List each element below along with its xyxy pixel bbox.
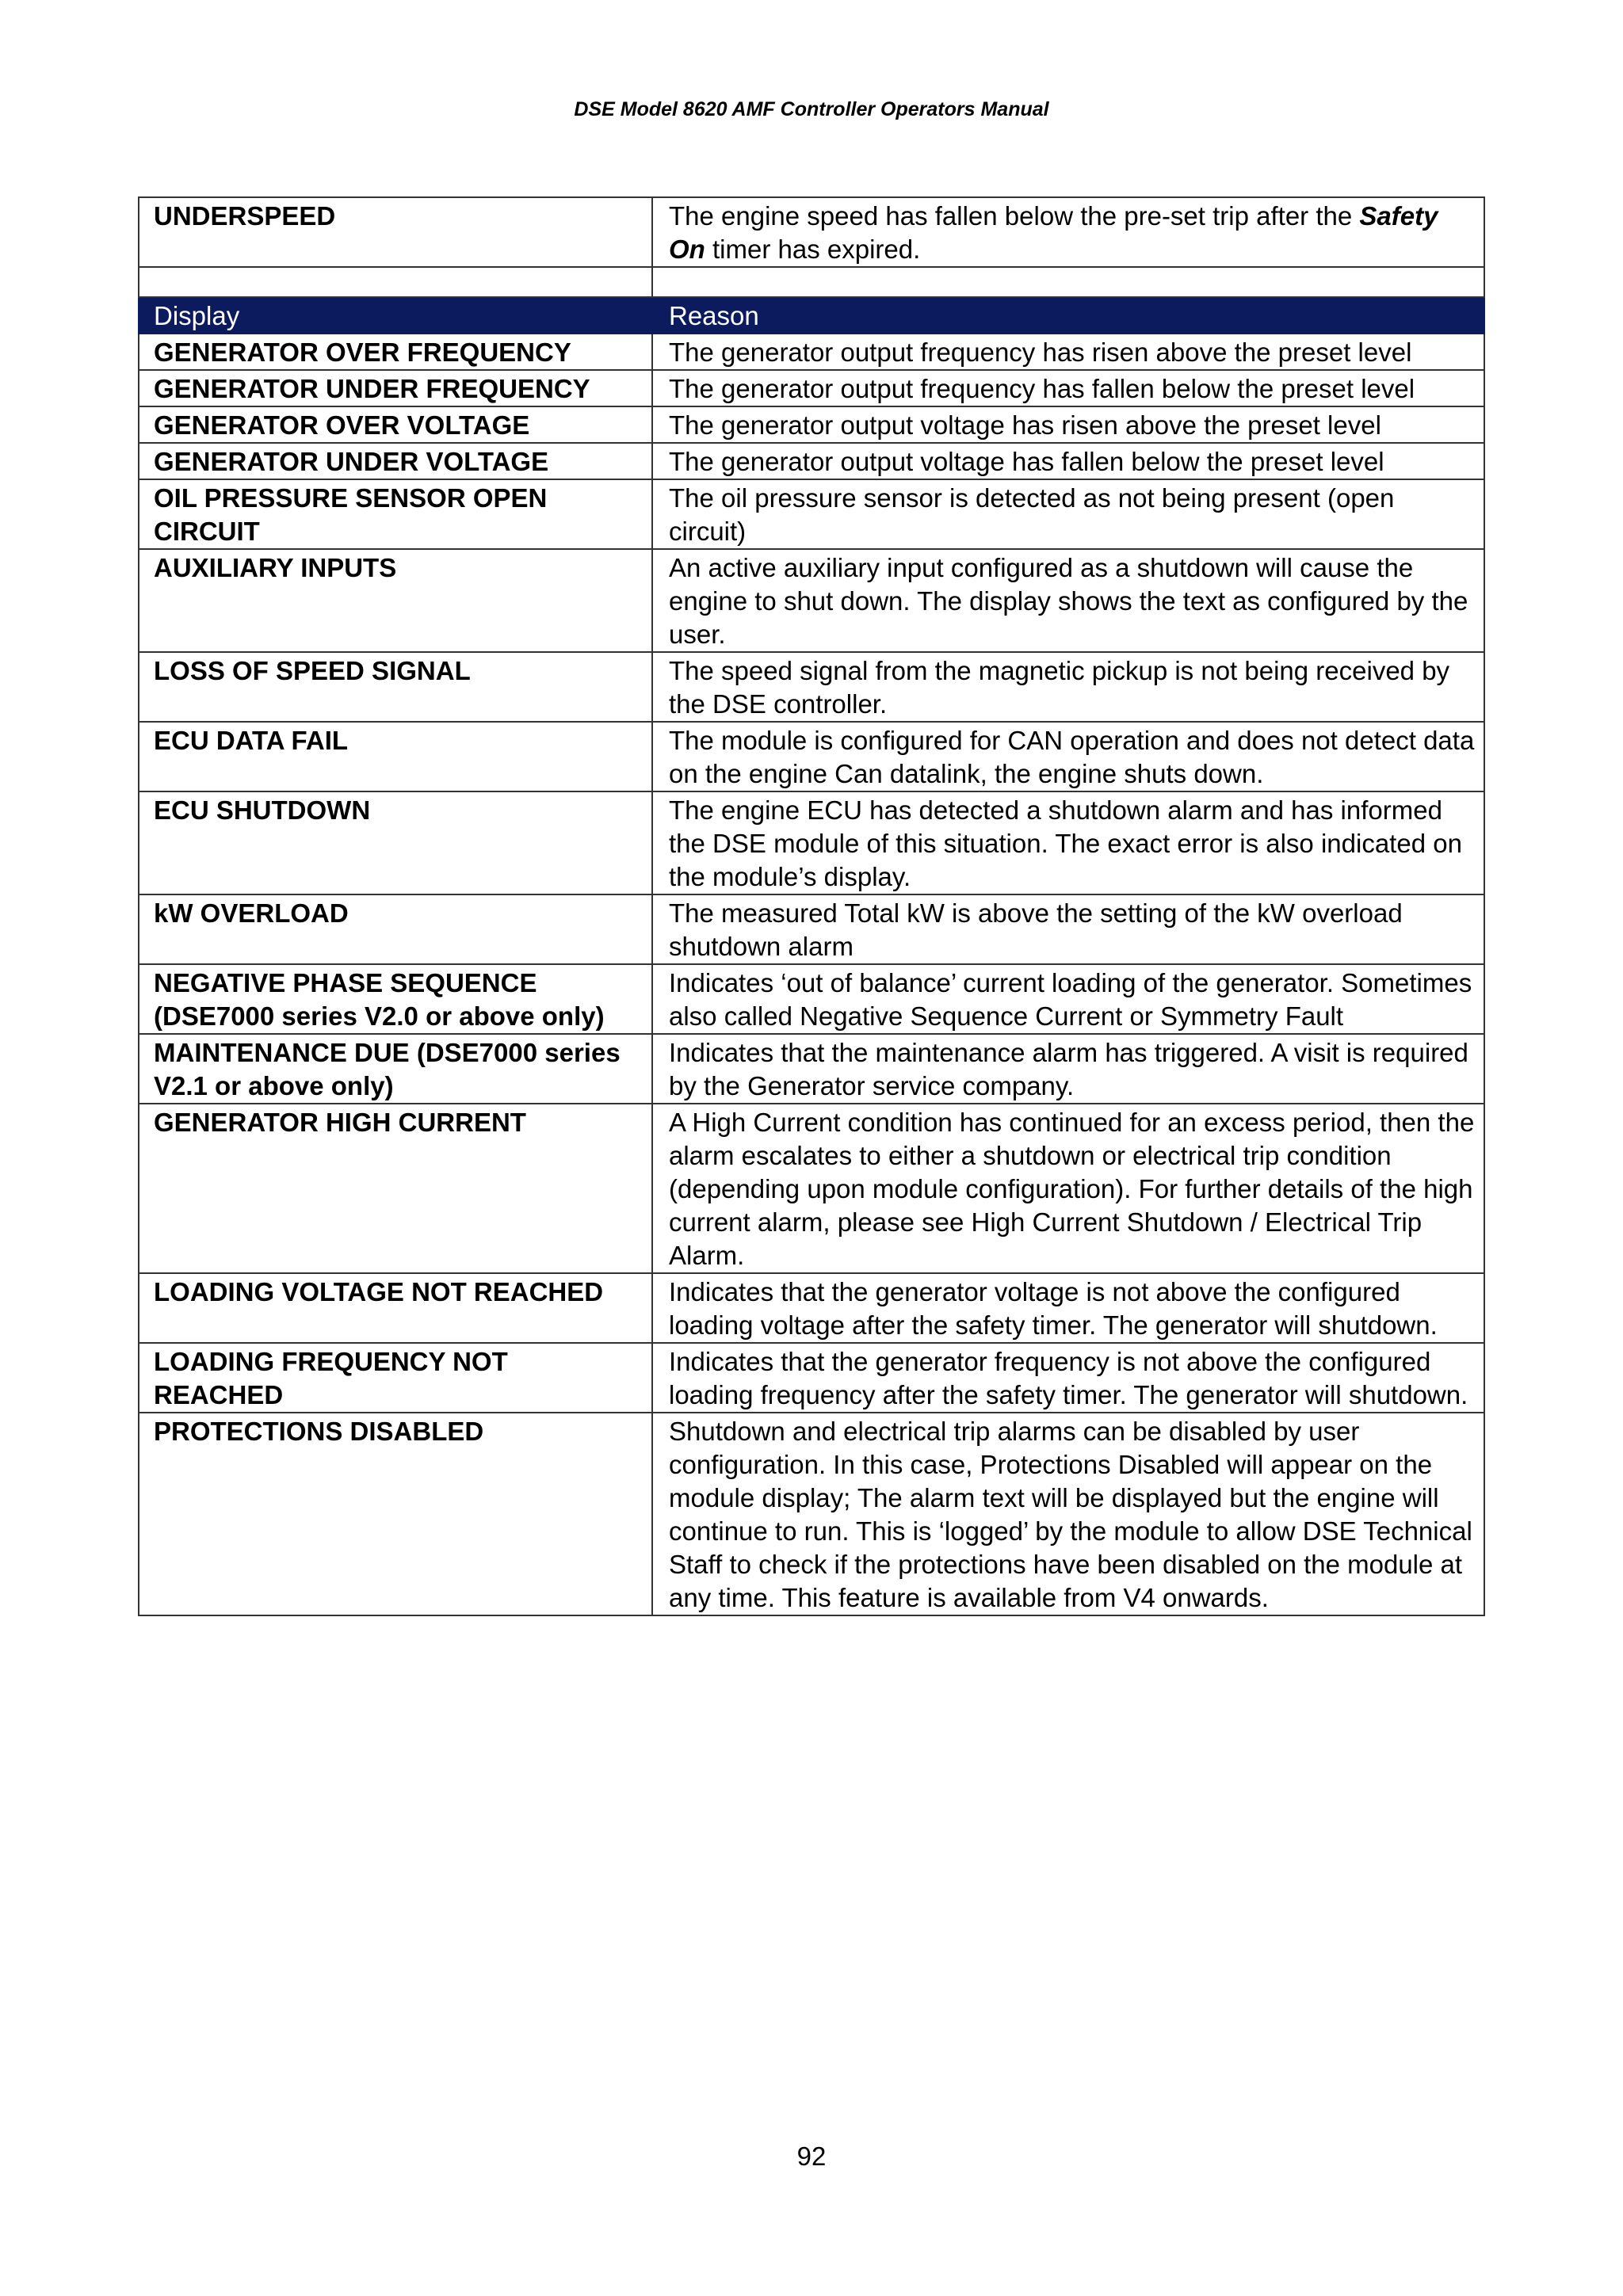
table-row xyxy=(139,1034,1484,1104)
table-row xyxy=(139,370,1484,406)
display-cell: kW OVERLOAD xyxy=(139,894,652,964)
display-cell: AUXILIARY INPUTS xyxy=(139,549,652,652)
reason-cell: Indicates ‘out of balance’ current loading of the generator. Sometimes also called Negative Sequence Current or Symmetry Fault xyxy=(652,964,1484,1034)
table-row xyxy=(139,1413,1484,1615)
page-number: 92 xyxy=(796,2142,827,2171)
display-cell: GENERATOR HIGH CURRENT xyxy=(139,1104,652,1273)
table-row xyxy=(139,894,1484,964)
display-cell: GENERATOR UNDER FREQUENCY xyxy=(139,370,652,406)
table-row xyxy=(139,334,1484,370)
table-row xyxy=(139,722,1484,791)
table-spacer-row xyxy=(139,267,1484,297)
reason-text: timer has expired. xyxy=(705,235,921,264)
reason-cell: The measured Total kW is above the setting of the kW overload shutdown alarm xyxy=(652,894,1484,964)
table-row xyxy=(139,479,1484,549)
reason-cell xyxy=(652,197,1484,267)
reason-cell: The generator output voltage has fallen below the preset level xyxy=(652,443,1484,479)
table-row xyxy=(139,791,1484,894)
reason-cell: Indicates that the maintenance alarm has triggered. A visit is required by the Generator service company. xyxy=(652,1034,1484,1104)
display-cell: LOADING FREQUENCY NOT REACHED xyxy=(139,1343,652,1413)
page-header: DSE Model 8620 AMF Controller Operators Manual xyxy=(574,98,1049,120)
table-header-row xyxy=(139,297,1484,334)
reason-cell: Indicates that the generator frequency is not above the configured loading frequency after the safety timer. The generator will shutdown. xyxy=(652,1343,1484,1413)
table-row xyxy=(139,652,1484,722)
table-row xyxy=(139,549,1484,652)
display-cell: GENERATOR OVER FREQUENCY xyxy=(139,334,652,370)
alarm-table xyxy=(138,196,1485,1616)
display-cell: ECU SHUTDOWN xyxy=(139,791,652,894)
display-cell: OIL PRESSURE SENSOR OPEN CIRCUIT xyxy=(139,479,652,549)
reason-cell: The generator output voltage has risen above the preset level xyxy=(652,406,1484,443)
reason-cell: The oil pressure sensor is detected as not being present (open circuit) xyxy=(652,479,1484,549)
table-row xyxy=(139,406,1484,443)
reason-cell: An active auxiliary input configured as a shutdown will cause the engine to shut down. The display shows the text as configured by the user. xyxy=(652,549,1484,652)
display-cell: PROTECTIONS DISABLED xyxy=(139,1413,652,1615)
table-row xyxy=(139,1343,1484,1413)
display-cell: GENERATOR UNDER VOLTAGE xyxy=(139,443,652,479)
reason-cell: The generator output frequency has fallen below the preset level xyxy=(652,370,1484,406)
display-cell: LOADING VOLTAGE NOT REACHED xyxy=(139,1273,652,1343)
table-row xyxy=(139,964,1484,1034)
column-header-display: Display xyxy=(139,297,652,334)
table-row xyxy=(139,443,1484,479)
reason-cell: A High Current condition has continued for an excess period, then the alarm escalates to either a shutdown or electrical trip condition (depending upon module configuration). For further details of the high current alarm, please see High Current Shutdown / Electrical Trip Alarm. xyxy=(652,1104,1484,1273)
reason-cell: The module is configured for CAN operation and does not detect data on the engine Can datalink, the engine shuts down. xyxy=(652,722,1484,791)
reason-cell: The speed signal from the magnetic pickup is not being received by the DSE controller. xyxy=(652,652,1484,722)
table-row xyxy=(139,1104,1484,1273)
display-cell: GENERATOR OVER VOLTAGE xyxy=(139,406,652,443)
display-cell: MAINTENANCE DUE (DSE7000 series V2.1 or above only) xyxy=(139,1034,652,1104)
reason-cell: Indicates that the generator voltage is not above the configured loading voltage after the safety timer. The generator will shutdown. xyxy=(652,1273,1484,1343)
display-cell: NEGATIVE PHASE SEQUENCE (DSE7000 series V2.0 or above only) xyxy=(139,964,652,1034)
reason-cell: The generator output frequency has risen above the preset level xyxy=(652,334,1484,370)
display-cell: ECU DATA FAIL xyxy=(139,722,652,791)
column-header-reason: Reason xyxy=(652,297,1484,334)
table-row xyxy=(139,1273,1484,1343)
display-cell: LOSS OF SPEED SIGNAL xyxy=(139,652,652,722)
reason-cell: Shutdown and electrical trip alarms can be disabled by user configuration. In this case, Protections Disabled will appear on the module display; The alarm text will be displayed but the engine will continue to run. This is ‘logged’ by the module to allow DSE Technical Staff to check if the protections have been disabled on the module at any time. This feature is available from V4 onwards. xyxy=(652,1413,1484,1615)
alarm-table-container xyxy=(138,196,1485,1616)
reason-text: The engine speed has fallen below the pre-set trip after the xyxy=(669,201,1360,231)
table-row-underspeed xyxy=(139,197,1484,267)
safety-on-emphasis: Safety On xyxy=(669,201,1438,264)
reason-cell: The engine ECU has detected a shutdown alarm and has informed the DSE module of this situation. The exact error is also indicated on the module’s display. xyxy=(652,791,1484,894)
display-cell: UNDERSPEED xyxy=(139,197,652,267)
